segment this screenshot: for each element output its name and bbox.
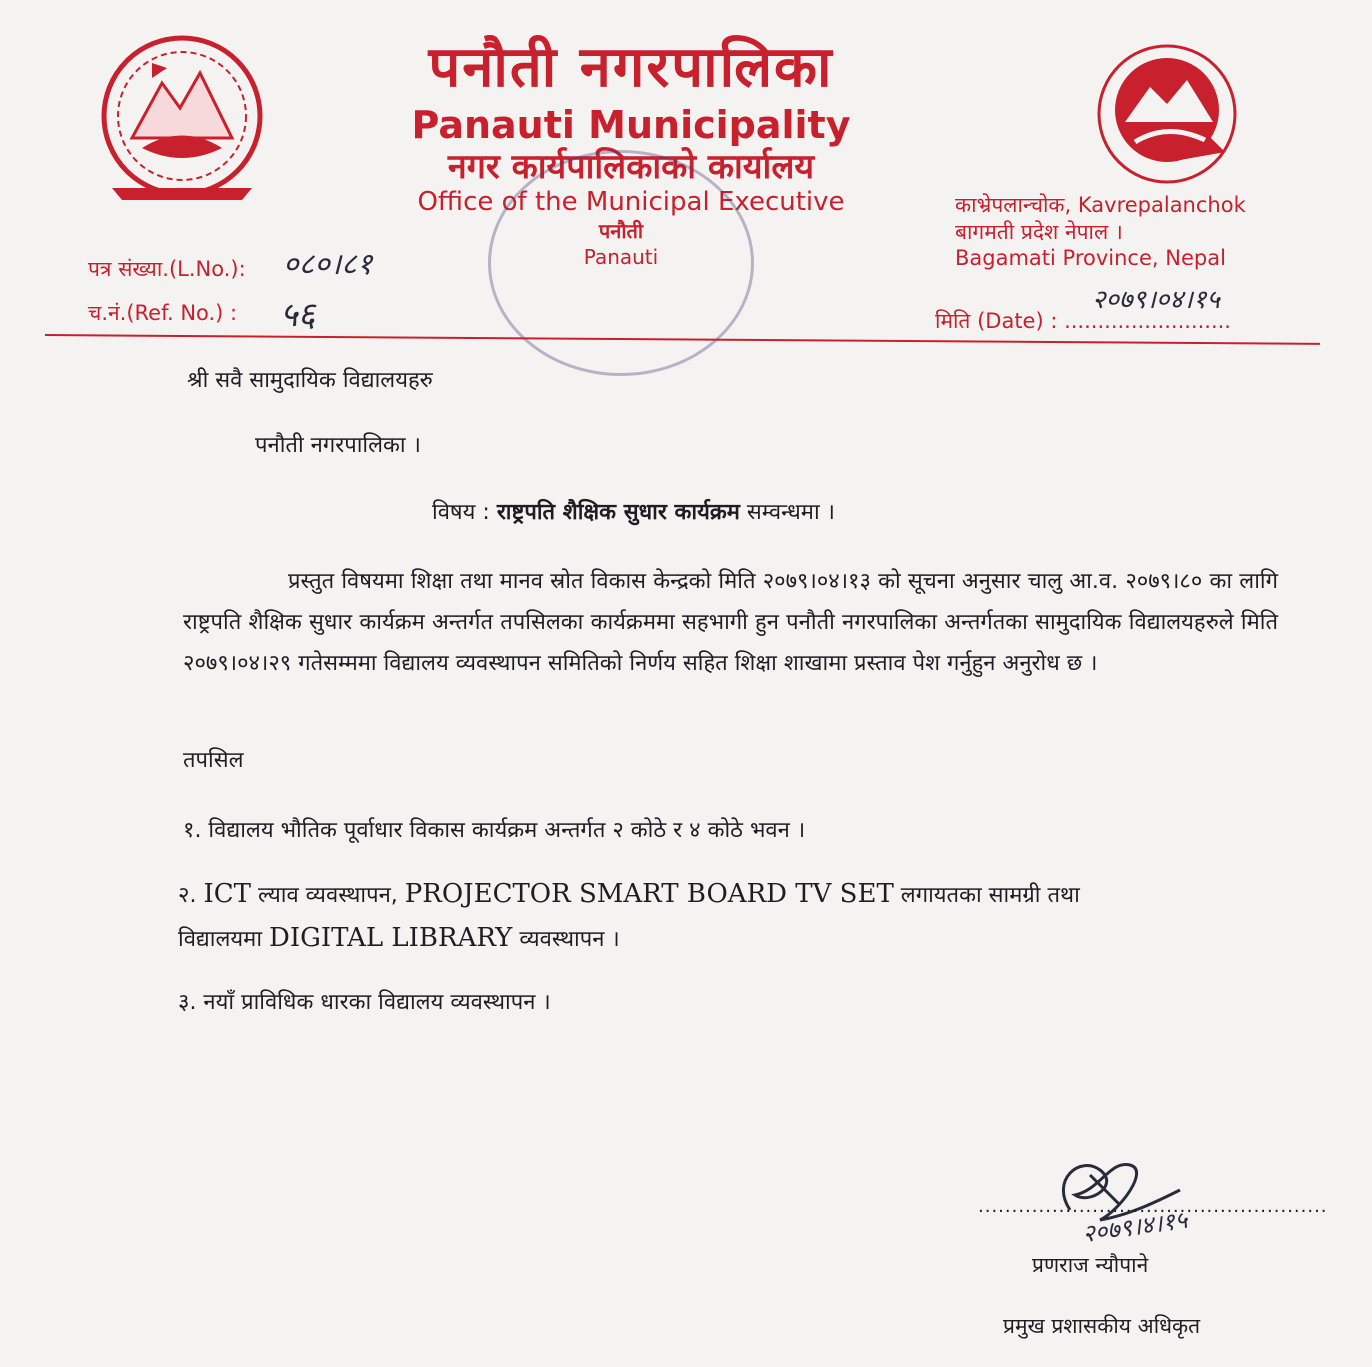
list-item-2-equipment: PROJECTOR SMART BOARD TV SET [404, 879, 894, 909]
stamp-text-english: Panauti [583, 245, 659, 269]
list-item-1: १. विद्यालय भौतिक पूर्वाधार विकास कार्यक्रम अन्तर्गत २ कोठे र ४ कोठे भवन । [183, 818, 806, 843]
body-paragraph: प्रस्तुत विषयमा शिक्षा तथा मानव स्रोत विकास केन्द्रको मिति २०७९।०४।१३ को सूचना अनुसार चालु आ.व. २०७९।८० का लागि राष्ट्रपति शैक्षिक सुधार कार्यक्रम अन्तर्गत तपसिलका कार्यक्रममा सहभागी हुन पनौती नगरपालिका अन्तर्गतका सामुदायिक विद्यालयहरुले मिति २०७९।०४।२९ गतेसम्ममा विद्यालय व्यवस्थापन समितिको निर्णय सहित शिक्षा शाखामा प्रस्ताव पेश गर्नुहुन अनुरोध छ । [183, 569, 1278, 676]
list-item-2-ict: ICT [203, 879, 251, 909]
letter-number-value: ०८०।८१ [283, 247, 373, 282]
signatory-designation: प्रमुख प्रशासकीय अधिकृत [1003, 1314, 1201, 1338]
subject-line [432, 497, 835, 529]
office-name-nepali: नगर कार्यपालिकाको कार्यालय [447, 147, 815, 187]
signature-dots: .................................................... [978, 1196, 1328, 1217]
list-heading: तपसिल [183, 748, 244, 773]
date-label: मिति (Date) : ......................... [935, 309, 1231, 333]
stamp-text-nepali: पनौती [598, 219, 644, 243]
subject-tail: सम्वन्धमा । [746, 500, 835, 525]
list-item-2-text-b: लगायतका सामग्री तथा [893, 883, 1080, 908]
list-item-2-text-c: विद्यालयमा [178, 927, 270, 952]
address-line-1: काभ्रेपलान्चोक, Kavrepalanchok [955, 193, 1246, 217]
subject-title: राष्ट्रपति शैक्षिक सुधार कार्यक्रम [496, 500, 740, 525]
date-value: २०७९।०४।१५ [1092, 285, 1220, 315]
reference-number-label: च.नं.(Ref. No.) : [88, 301, 238, 325]
list-item-2-line-1 [178, 878, 1080, 912]
office-name-english: Office of the Municipal Executive [417, 187, 845, 217]
list-item-2-number: २. [178, 883, 204, 908]
signature-date: २०७९।४।१५ [1080, 1205, 1190, 1249]
recipient-line-1: श्री सवै सामुदायिक विद्यालयहरु [187, 368, 433, 393]
reference-number-value: ५६ [280, 295, 316, 335]
list-item-2-text-d: व्यवस्थापन । [512, 927, 620, 952]
recipient-line-2: पनौती नगरपालिका । [255, 433, 421, 458]
office-stamp [488, 150, 754, 376]
signatory-name: प्रणराज न्यौपाने [1032, 1253, 1149, 1277]
address-line-2: बागमती प्रदेश नेपाल । [955, 220, 1123, 244]
list-item-2-text-a: ल्याव व्यवस्थापन, [250, 883, 405, 908]
list-item-2-line-2 [178, 922, 620, 956]
address-line-3: Bagamati Province, Nepal [955, 246, 1226, 270]
subject-label: विषय : [432, 500, 490, 525]
municipality-name-nepali: पनौती नगरपालिका [428, 35, 834, 100]
list-item-3: ३. नयाँ प्राविधिक धारका विद्यालय व्यवस्थापन । [178, 990, 551, 1015]
municipality-name-english: Panauti Municipality [411, 103, 851, 147]
letter-number-label: पत्र संख्या.(L.No.): [88, 257, 246, 281]
list-item-2-library: DIGITAL LIBRARY [269, 923, 513, 953]
